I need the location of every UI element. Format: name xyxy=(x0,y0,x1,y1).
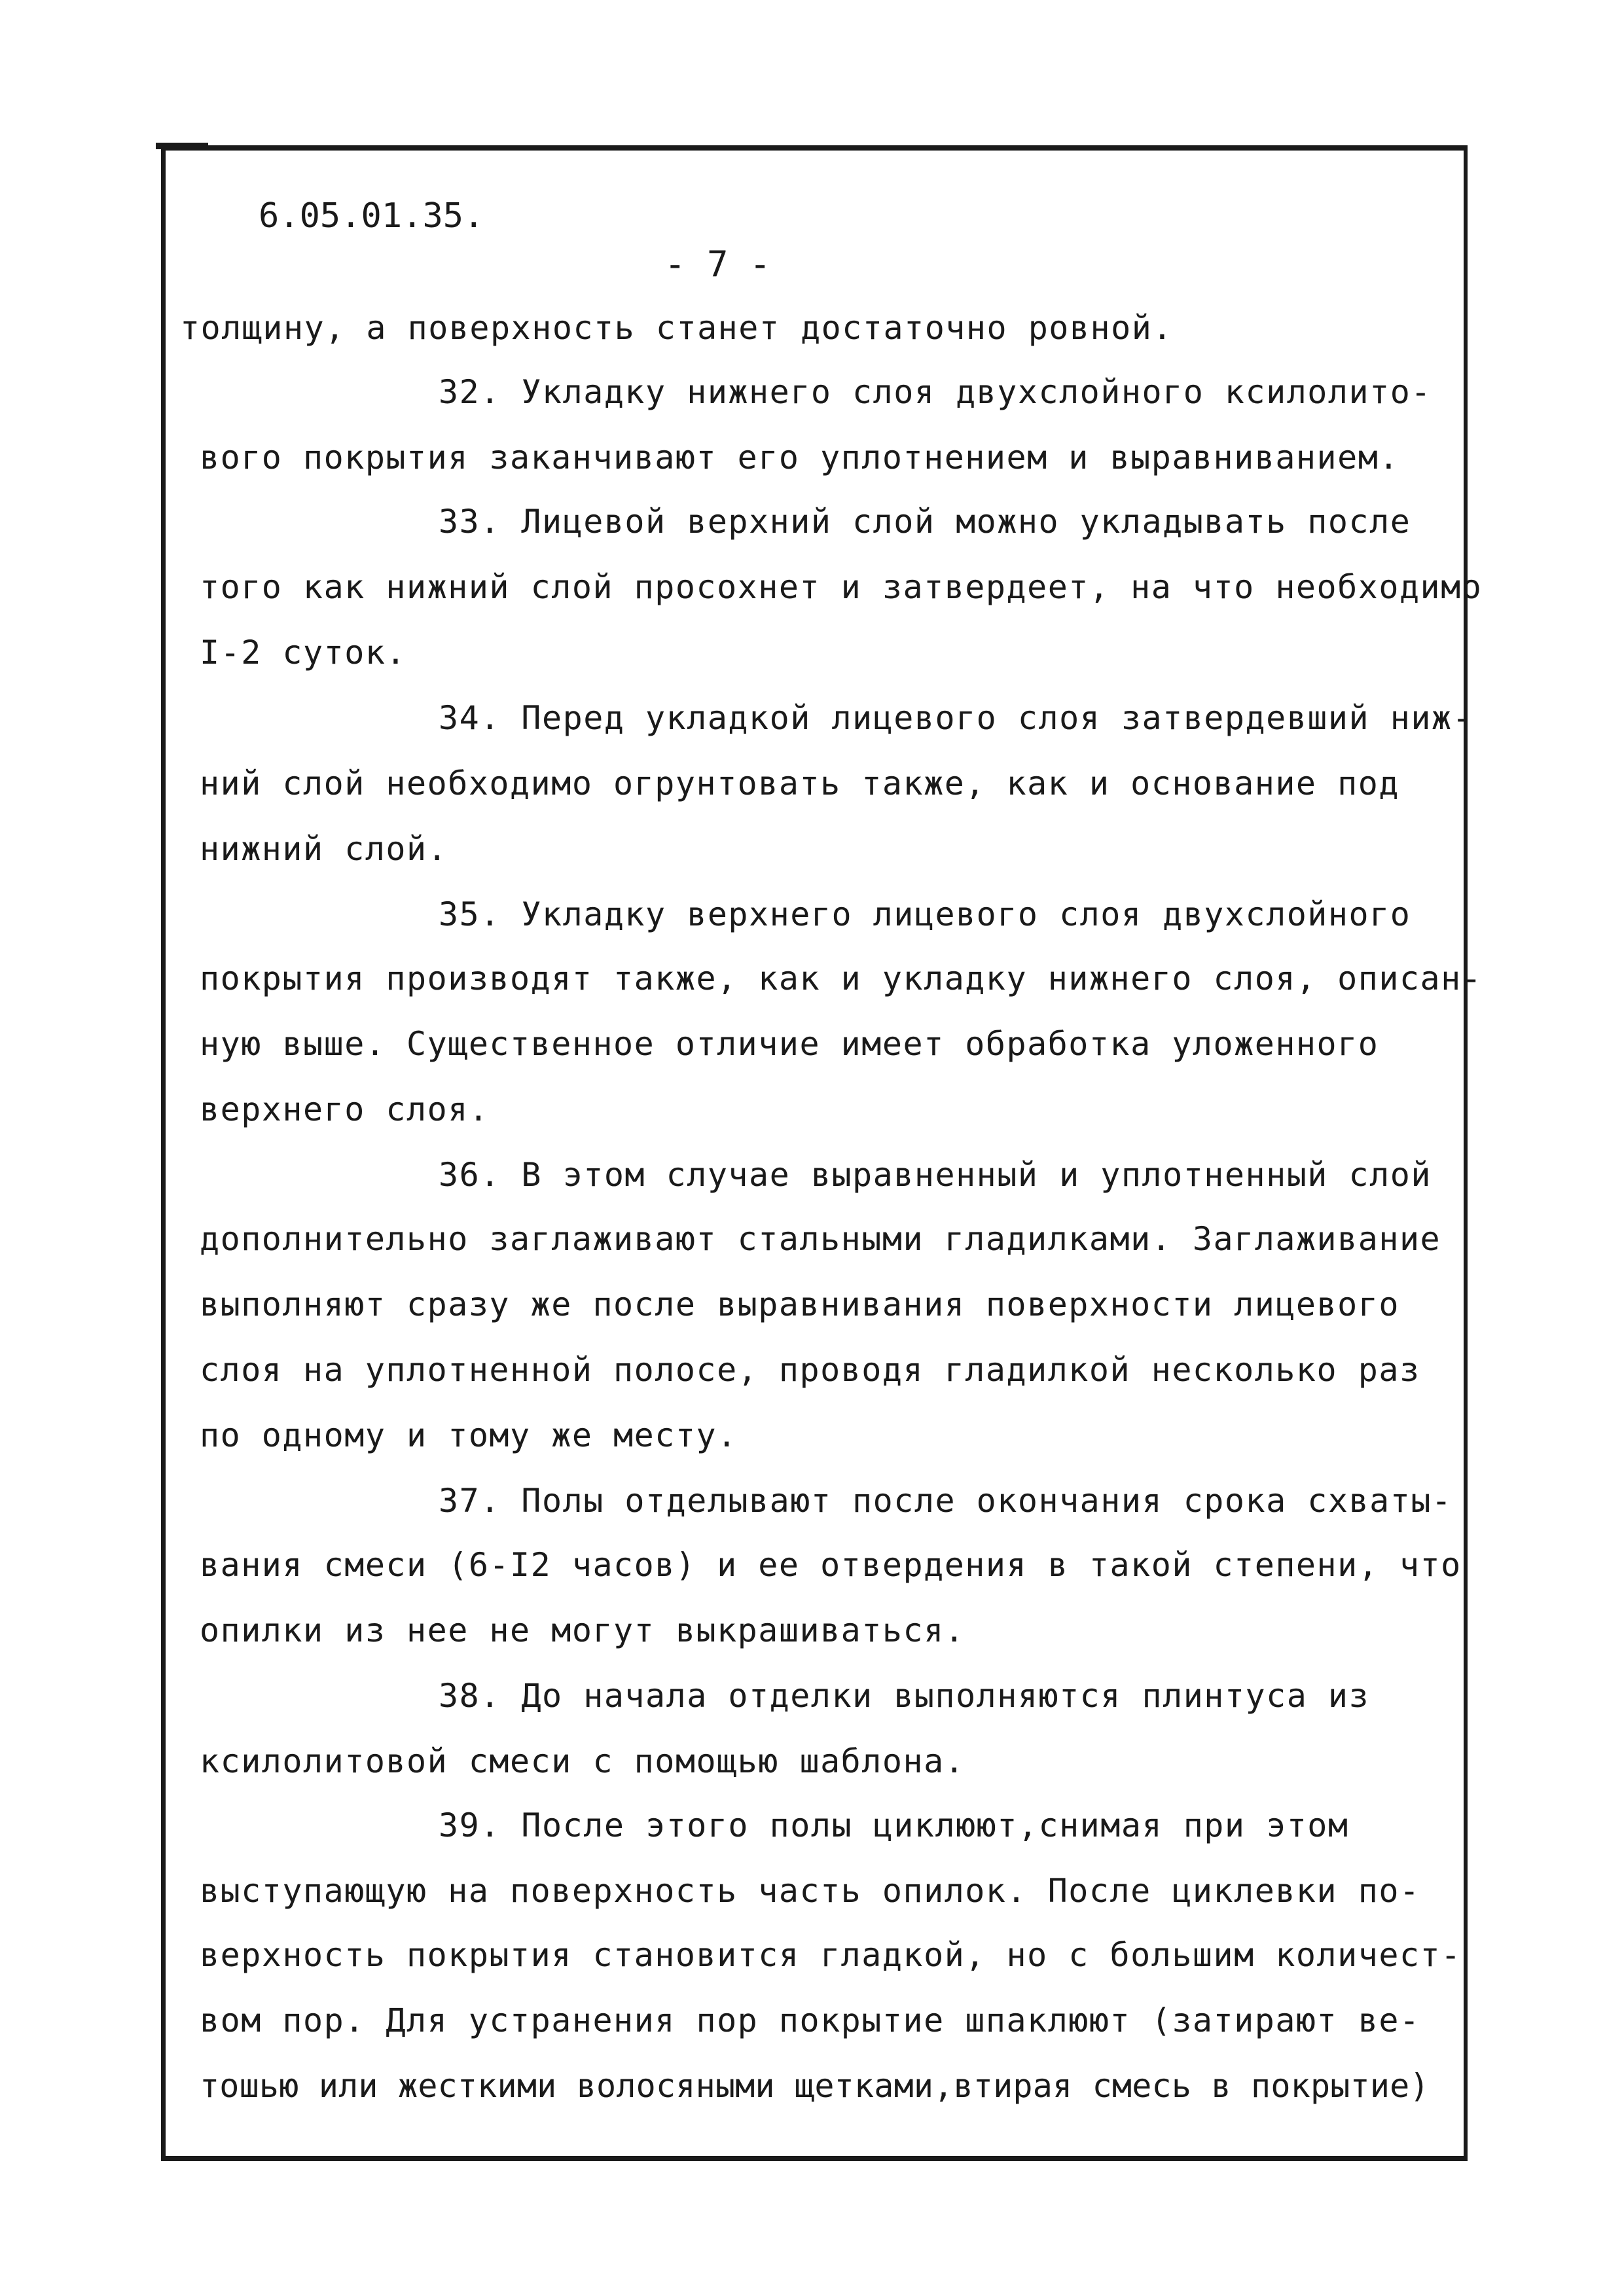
text-line: опилки из нее не могут выкрашиваться. xyxy=(200,1611,965,1649)
paragraph-start-32: 32. Укладку нижнего слоя двухслойного ксилолито- xyxy=(439,373,1432,411)
text-line: ний слой необходимо огрунтовать также, как и основание под xyxy=(200,764,1399,802)
text-line: толщину, а поверхность станет достаточно ровной. xyxy=(180,309,1173,347)
text-line: того как нижний слой просохнет и затвердеет, на что необходимо xyxy=(200,568,1483,606)
text-line: верхность покрытия становится гладкой, но с большим количест- xyxy=(200,1936,1462,1974)
paragraph-start-39: 39. После этого полы циклюют,снимая при этом xyxy=(439,1806,1349,1844)
text-line: вом пор. Для устранения пор покрытие шпаклюют (затирают ве- xyxy=(200,2001,1420,2039)
text-line: покрытия производят также, как и укладку нижнего слоя, описан- xyxy=(200,960,1483,997)
text-line: вания смеси (6-I2 часов) и ее отвердения в такой степени, что xyxy=(200,1546,1462,1584)
text-line: ную выше. Существенное отличие имеет обработка уложенного xyxy=(200,1025,1379,1063)
text-line: дополнительно заглаживают стальными гладилками. Заглаживание xyxy=(200,1220,1441,1258)
text-line: по одному и тому же месту. xyxy=(200,1416,738,1454)
paragraph-start-33: 33. Лицевой верхний слой можно укладывать после xyxy=(439,503,1411,541)
text-line: нижний слой. xyxy=(200,830,448,868)
paragraph-start-35: 35. Укладку верхнего лицевого слоя двухслойного xyxy=(439,895,1411,933)
text-line: выполняют сразу же после выравнивания поверхности лицевого xyxy=(200,1285,1399,1323)
page-number: - 7 - xyxy=(664,243,771,285)
text-line: слоя на уплотненной полосе, проводя гладилкой несколько раз xyxy=(200,1351,1420,1389)
text-line: верхнего слоя. xyxy=(200,1090,490,1128)
frame-corner-mark xyxy=(156,143,208,149)
paragraph-start-36: 36. В этом случае выравненный и уплотненный слой xyxy=(439,1156,1432,1194)
text-line: тошью или жесткими волосяными щетками,втирая смесь в покрытие) xyxy=(200,2067,1430,2105)
text-line: выступающую на поверхность часть опилок. После циклевки по- xyxy=(200,1872,1420,1910)
text-line: вого покрытия заканчивают его уплотнением и выравниванием. xyxy=(200,439,1399,476)
paragraph-start-38: 38. До начала отделки выполняются плинтуса из xyxy=(439,1677,1370,1715)
paragraph-start-34: 34. Перед укладкой лицевого слоя затвердевший ниж- xyxy=(439,699,1473,737)
text-line: I-2 суток. xyxy=(200,634,407,672)
text-line: ксилолитовой смеси с помощью шаблона. xyxy=(200,1742,965,1780)
paragraph-start-37: 37. Полы отделывают после окончания срока схваты- xyxy=(439,1482,1453,1520)
document-number: 6.05.01.35. xyxy=(259,196,484,236)
